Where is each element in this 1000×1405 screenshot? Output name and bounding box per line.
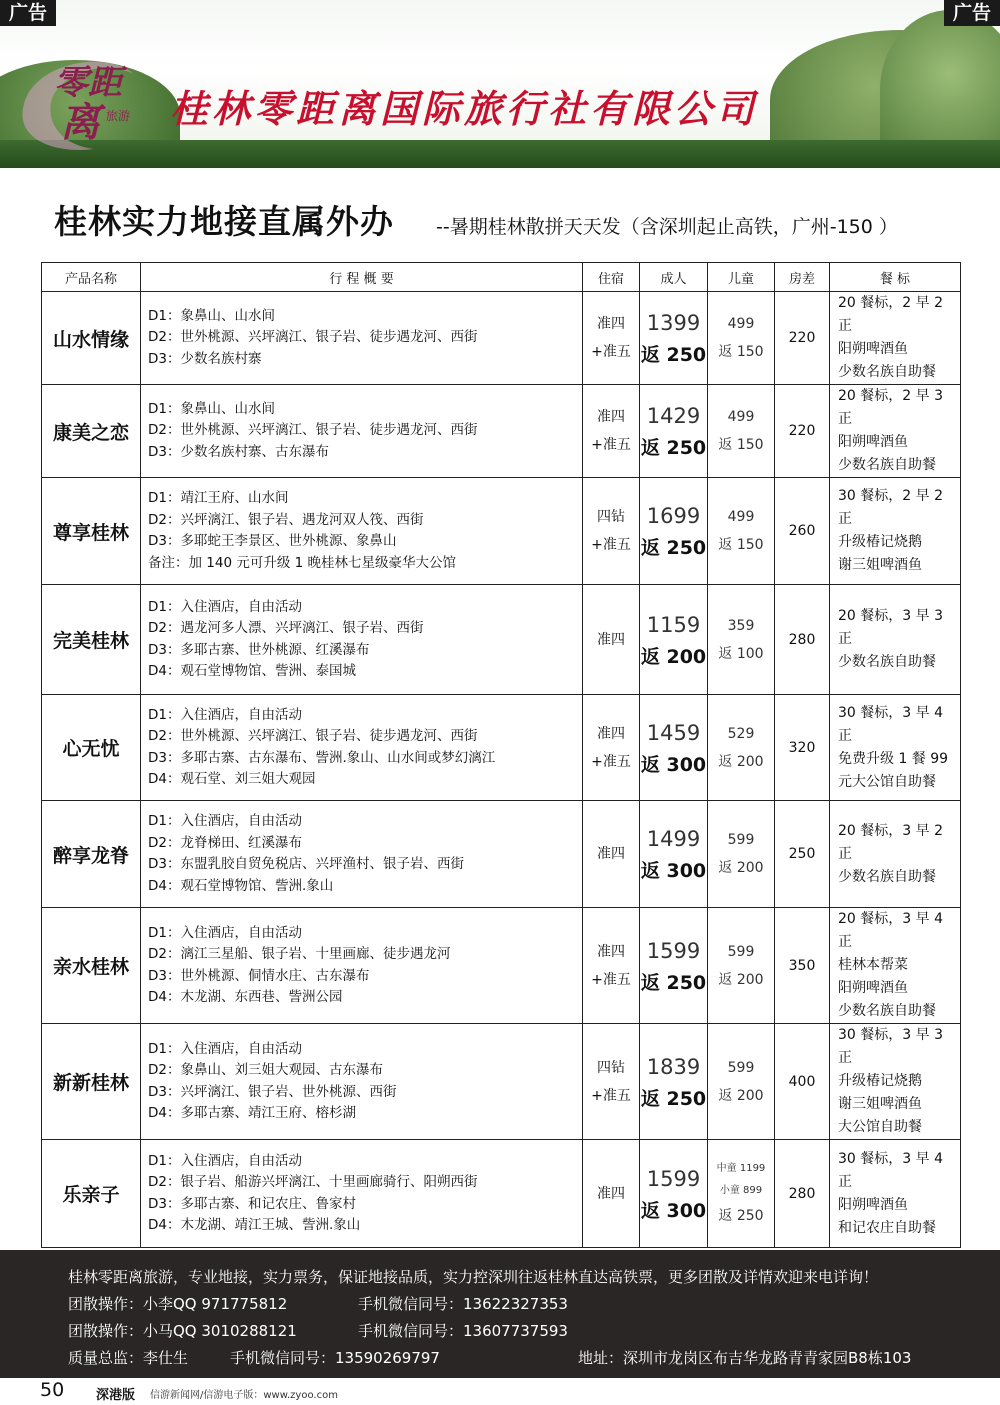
adult-price-cell <box>640 1140 708 1248</box>
meal-line: 谢三姐啤酒鱼 <box>838 1096 922 1112</box>
stay-cell <box>583 478 640 585</box>
adult-rebate: 返 250 <box>640 344 707 366</box>
itinerary-cell <box>141 292 583 385</box>
meal-line: 阳朔啤酒鱼 <box>838 1196 908 1213</box>
child-price-cell <box>708 801 775 908</box>
meal-cell <box>830 292 961 385</box>
product-name: 完美桂林 <box>42 585 141 695</box>
col-header-stay: 住宿 <box>583 263 640 292</box>
itinerary-cell <box>141 801 583 908</box>
child-price: 599 <box>727 832 755 848</box>
itinerary-line: D2：遇龙河多人漂、兴坪漓江、银子岩、西街 <box>148 620 424 636</box>
itinerary-cell <box>141 585 583 695</box>
itinerary-cell <box>141 1140 583 1248</box>
page-number: 50 <box>40 1379 65 1401</box>
itinerary-line: D3：少数名族村寨 <box>148 350 262 367</box>
operator-2: 团散操作：小马QQ 3010288121 <box>68 1322 297 1340</box>
child-price: 359 <box>727 617 755 634</box>
ad-label-left: 广告 <box>0 0 56 26</box>
itinerary-line: D3：多耶古寨、古东瀑布、訾洲.象山、山水间或梦幻漓江 <box>148 749 496 766</box>
itinerary-line: D2：龙脊梯田、红溪瀑布 <box>148 834 302 851</box>
itinerary-cell <box>141 478 583 585</box>
itinerary-line: D4：观石堂博物馆、訾洲、泰国城 <box>148 663 356 679</box>
adult-price: 1599 <box>646 938 701 963</box>
room-diff: 260 <box>775 478 830 585</box>
itinerary-line: D3：多耶古寨、世外桃源、红溪瀑布 <box>148 641 370 658</box>
product-name: 山水情缘 <box>42 292 141 385</box>
child-price-cell <box>708 292 775 385</box>
itinerary-line: D1：入住酒店，自由活动 <box>148 1152 302 1169</box>
meal-cell <box>830 478 961 585</box>
quality-director-phone: 手机微信同号：13590269797 <box>230 1349 440 1367</box>
stay-level: +准五 <box>591 537 631 553</box>
col-header-room-diff: 房差 <box>775 263 830 292</box>
adult-price-cell <box>640 478 708 585</box>
logo-text-top: 零距 <box>54 63 122 103</box>
col-header-meal: 餐 标 <box>830 263 961 292</box>
forest-strip <box>0 140 1000 168</box>
itinerary-line: D1：入住酒店，自由活动 <box>148 924 302 941</box>
adult-rebate: 返 300 <box>640 753 707 776</box>
logo-text-small: 旅游 <box>106 109 131 123</box>
adult-rebate: 返 300 <box>640 860 707 882</box>
child-rebate: 返 150 <box>718 437 764 453</box>
stay-level: 准四 <box>597 316 625 332</box>
child-price-cell <box>708 695 775 801</box>
child-price: 599 <box>727 1059 755 1076</box>
meal-line: 升级椿记烧鹅 <box>838 1073 922 1089</box>
itinerary-line: D2：世外桃源、兴坪漓江、银子岩、徒步遇龙河、西街 <box>148 329 478 346</box>
child-rebate: 返 200 <box>718 1087 764 1104</box>
stay-level: 准四 <box>597 846 625 862</box>
adult-rebate: 返 300 <box>640 1199 707 1222</box>
room-diff: 250 <box>775 801 830 908</box>
child-price-cell <box>708 1024 775 1140</box>
itinerary-line: D3：东盟乳胶自贸免税店、兴坪渔村、银子岩、西街 <box>148 856 464 872</box>
meal-line: 少数名族自助餐 <box>838 457 936 473</box>
company-name: 桂林零距离国际旅行社有限公司 <box>170 86 759 131</box>
meal-line: 20 餐标，3 早 3 正 <box>838 608 943 647</box>
adult-price: 1699 <box>646 504 701 528</box>
product-name: 乐亲子 <box>42 1140 141 1248</box>
itinerary-line: D1：靖江王府、山水间 <box>148 490 289 506</box>
header-banner <box>0 0 1000 168</box>
table-row <box>42 385 961 478</box>
adult-price-cell <box>640 292 708 385</box>
stay-cell <box>583 1140 640 1248</box>
child-rebate: 返 200 <box>718 860 764 876</box>
footer-intro: 桂林零距离旅游，专业地接，实力票务，保证地接品质，实力控深圳往返桂林直达高铁票，更多团散及详情欢迎来电详询！ <box>68 1268 879 1286</box>
meal-line: 30 餐标，3 早 4 正 <box>838 704 943 744</box>
adult-price-cell <box>640 1024 708 1140</box>
itinerary-line: D1：入住酒店，自由活动 <box>148 1040 302 1057</box>
adult-rebate: 返 250 <box>640 537 707 559</box>
table-header-row <box>42 263 961 292</box>
operator-2-phone: 手机微信同号：13607737593 <box>358 1322 568 1340</box>
product-name: 康美之恋 <box>42 385 141 478</box>
table-row <box>42 801 961 908</box>
adult-price-cell <box>640 385 708 478</box>
child-price: 599 <box>727 943 755 960</box>
page-headline: 桂林实力地接直属外办 <box>54 202 394 241</box>
itinerary-line: D1：象鼻山、山水间 <box>148 400 275 417</box>
stay-level: +准五 <box>591 753 631 770</box>
adult-rebate: 返 200 <box>640 645 707 668</box>
itinerary-line: D1：入住酒店，自由活动 <box>148 598 302 615</box>
adult-rebate: 返 250 <box>640 1087 707 1110</box>
table-row <box>42 585 961 695</box>
table-row <box>42 908 961 1024</box>
meal-cell <box>830 1140 961 1248</box>
meal-line: 阳朔啤酒鱼 <box>838 980 908 996</box>
stay-level: 准四 <box>597 409 625 425</box>
itinerary-line: D4：观石堂、刘三姐大观园 <box>148 771 316 787</box>
table-row <box>42 292 961 385</box>
meal-cell <box>830 801 961 908</box>
room-diff: 350 <box>775 908 830 1024</box>
office-address: 地址：深圳市龙岗区布吉华龙路青青家园B8栋103 <box>578 1349 912 1367</box>
itinerary-line: D3：多耶古寨、和记农庄、鲁家村 <box>148 1195 356 1212</box>
child-price: 529 <box>727 725 755 742</box>
child-price-cell <box>708 1140 775 1248</box>
child-mid-price: 中童 1199 <box>716 1162 766 1174</box>
room-diff: 280 <box>775 1140 830 1248</box>
logo-text-bottom: 离 <box>60 99 100 146</box>
child-price: 499 <box>727 409 755 425</box>
product-name: 尊享桂林 <box>42 478 141 585</box>
itinerary-cell <box>141 385 583 478</box>
child-rebate: 返 250 <box>718 1207 764 1224</box>
meal-line: 20 餐标，3 早 4 正 <box>838 911 943 950</box>
itinerary-line: D1：象鼻山、山水间 <box>148 307 275 324</box>
meal-line: 30 餐标，3 早 4 正 <box>838 1150 943 1190</box>
itinerary-line: D1：入住酒店，自由活动 <box>148 706 302 723</box>
itinerary-line: D4：观石堂博物馆、訾洲.象山 <box>148 877 334 894</box>
itinerary-line: D2：象鼻山、刘三姐大观园、古东瀑布 <box>148 1062 383 1078</box>
room-diff: 280 <box>775 585 830 695</box>
itinerary-line: D3：少数名族村寨、古东瀑布 <box>148 443 329 460</box>
meal-cell <box>830 1024 961 1140</box>
adult-price: 1599 <box>646 1166 701 1191</box>
room-diff: 320 <box>775 695 830 801</box>
meal-cell <box>830 695 961 801</box>
itinerary-line: D1：入住酒店，自由活动 <box>148 813 302 829</box>
meal-line: 20 餐标，2 早 2 正 <box>838 295 943 334</box>
meal-line: 30 餐标，3 早 3 正 <box>838 1027 943 1066</box>
meal-line: 少数名族自助餐 <box>838 654 936 670</box>
operator-1-phone: 手机微信同号：13622327353 <box>358 1295 568 1313</box>
child-small-price: 小童 899 <box>719 1184 763 1196</box>
meal-line: 和记农庄自助餐 <box>838 1219 936 1236</box>
meal-cell <box>830 908 961 1024</box>
stay-cell <box>583 908 640 1024</box>
adult-price: 1839 <box>646 1054 701 1079</box>
stay-level: 准四 <box>597 943 625 960</box>
stay-level: +准五 <box>591 344 631 360</box>
col-header-itinerary: 行 程 概 要 <box>141 263 583 292</box>
stay-cell <box>583 695 640 801</box>
table-row <box>42 1024 961 1140</box>
itinerary-line: D3：兴坪漓江、银子岩、世外桃源、西街 <box>148 1083 397 1100</box>
meal-line: 少数名族自助餐 <box>838 868 936 885</box>
adult-price: 1459 <box>646 720 701 745</box>
child-price-cell <box>708 385 775 478</box>
itinerary-line: D4：木龙湖、东西巷、訾洲公园 <box>148 989 343 1005</box>
child-rebate: 返 200 <box>718 971 764 988</box>
child-rebate: 返 200 <box>718 753 764 770</box>
adult-price: 1159 <box>646 612 701 637</box>
stay-level: 四钻 <box>597 1059 625 1076</box>
edition-label: 深港版 <box>96 1388 136 1403</box>
child-price-cell <box>708 585 775 695</box>
itinerary-line: D2：世外桃源、兴坪漓江、银子岩、徒步遇龙河、西街 <box>148 728 478 744</box>
page-bottom-bar <box>0 1379 1000 1405</box>
child-rebate: 返 100 <box>718 645 764 662</box>
child-price: 499 <box>727 509 755 525</box>
tour-table <box>41 262 961 1248</box>
meal-line: 20 餐标，2 早 3 正 <box>838 388 943 427</box>
itinerary-cell <box>141 908 583 1024</box>
meal-line: 免费升级 1 餐 99 <box>838 750 949 767</box>
stay-level: +准五 <box>591 971 631 988</box>
table-row <box>42 695 961 801</box>
contact-footer <box>0 1250 1000 1378</box>
meal-line: 阳朔啤酒鱼 <box>838 434 908 450</box>
stay-cell <box>583 801 640 908</box>
itinerary-cell <box>141 1024 583 1140</box>
adult-price-cell <box>640 801 708 908</box>
meal-cell <box>830 585 961 695</box>
meal-line: 升级椿记烧鹅 <box>838 534 922 550</box>
child-rebate: 返 150 <box>718 344 764 360</box>
stay-cell <box>583 292 640 385</box>
brand-logo <box>14 44 144 156</box>
col-header-adult: 成人 <box>640 263 708 292</box>
product-name: 心无忧 <box>42 695 141 801</box>
stay-level: +准五 <box>591 1087 631 1104</box>
room-diff: 220 <box>775 385 830 478</box>
stay-cell <box>583 1024 640 1140</box>
room-diff: 400 <box>775 1024 830 1140</box>
stay-level: +准五 <box>591 437 631 453</box>
adult-rebate: 返 250 <box>640 971 707 994</box>
operator-1: 团散操作：小李QQ 971775812 <box>68 1295 288 1313</box>
table-row <box>42 1140 961 1248</box>
meal-line: 大公馆自助餐 <box>838 1119 922 1135</box>
meal-line: 少数名族自助餐 <box>838 1003 936 1019</box>
adult-price-cell <box>640 585 708 695</box>
meal-line: 20 餐标，3 早 2 正 <box>838 822 943 862</box>
itinerary-line: D4：多耶古寨、靖江王府、榕杉湖 <box>148 1105 356 1121</box>
stay-level: 准四 <box>597 631 625 648</box>
meal-line: 少数名族自助餐 <box>838 364 936 380</box>
col-header-child: 儿童 <box>708 263 775 292</box>
itinerary-line: D2：兴坪漓江、银子岩、遇龙河双人筏、西街 <box>148 511 424 528</box>
adult-price: 1399 <box>646 311 701 335</box>
meal-cell <box>830 385 961 478</box>
adult-rebate: 返 250 <box>640 437 707 459</box>
itinerary-line: D2：银子岩、船游兴坪漓江、十里画廊骑行、阳朔西街 <box>148 1174 478 1190</box>
stay-level: 准四 <box>597 1185 625 1202</box>
stay-cell <box>583 585 640 695</box>
itinerary-line: D2：世外桃源、兴坪漓江、银子岩、徒步遇龙河、西街 <box>148 422 478 439</box>
stay-level: 四钻 <box>597 509 625 525</box>
adult-price: 1499 <box>646 827 701 851</box>
quality-director: 质量总监：李仕生 <box>68 1349 189 1367</box>
child-rebate: 返 150 <box>718 537 764 553</box>
site-link[interactable]: 信游新闻网/信游电子版：www.zyoo.com <box>150 1390 338 1401</box>
meal-line: 30 餐标，2 早 2 正 <box>838 488 943 527</box>
adult-price-cell <box>640 695 708 801</box>
product-name: 亲水桂林 <box>42 908 141 1024</box>
stay-cell <box>583 385 640 478</box>
child-price-cell <box>708 908 775 1024</box>
child-price: 499 <box>727 316 755 332</box>
itinerary-cell <box>141 695 583 801</box>
product-name: 新新桂林 <box>42 1024 141 1140</box>
ad-label-right: 广告 <box>944 0 1000 26</box>
room-diff: 220 <box>775 292 830 385</box>
adult-price-cell <box>640 908 708 1024</box>
meal-line: 元大公馆自助餐 <box>838 773 936 790</box>
meal-line: 谢三姐啤酒鱼 <box>838 557 922 573</box>
meal-line: 阳朔啤酒鱼 <box>838 341 908 357</box>
itinerary-line: 备注：加 140 元可升级 1 晚桂林七星级豪华大公馆 <box>148 554 457 571</box>
stay-level: 准四 <box>597 725 625 742</box>
itinerary-line: D3：多耶蛇王李景区、世外桃源、象鼻山 <box>148 533 397 549</box>
child-price-cell <box>708 478 775 585</box>
table-row <box>42 478 961 585</box>
meal-line: 桂林本帮菜 <box>838 957 908 973</box>
itinerary-line: D4：木龙湖、靖江王城、訾洲.象山 <box>148 1217 361 1233</box>
adult-price: 1429 <box>646 404 701 428</box>
itinerary-line: D2：漓江三星船、银子岩、十里画廊、徒步遇龙河 <box>148 946 451 962</box>
page-subline: --暑期桂林散拼天天发（含深圳起止高铁，广州-150 ） <box>436 216 898 238</box>
product-name: 醉享龙脊 <box>42 801 141 908</box>
col-header-name: 产品名称 <box>42 263 141 292</box>
itinerary-line: D3：世外桃源、侗情水庄、古东瀑布 <box>148 967 370 984</box>
